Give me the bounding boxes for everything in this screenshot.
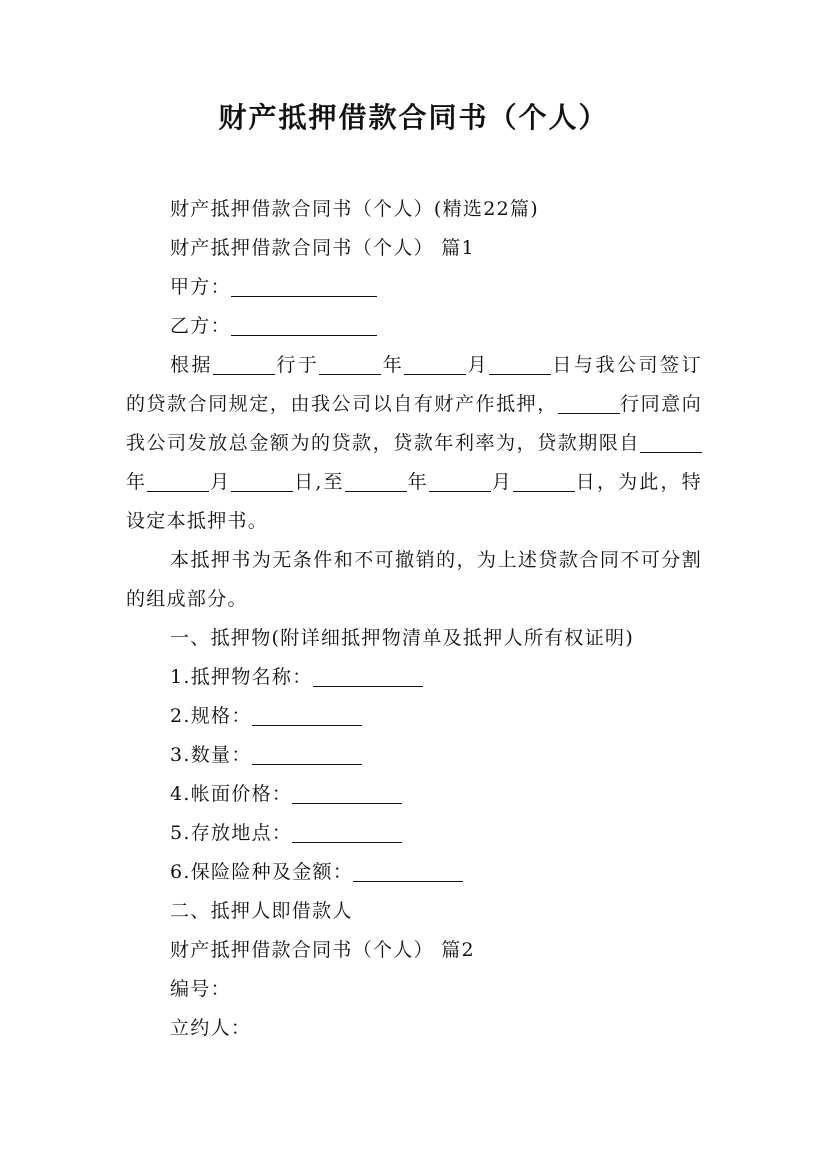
item-5-line bbox=[126, 814, 702, 853]
item-5-label: 5.存放地点： bbox=[170, 822, 293, 844]
signer-line: 立约人： bbox=[170, 1017, 252, 1039]
para1-text-3: 年 bbox=[381, 354, 405, 376]
party-b-label: 乙方： bbox=[170, 315, 231, 337]
start-year-blank bbox=[640, 430, 702, 453]
document-title: 财产抵押借款合同书（个人） bbox=[218, 101, 609, 134]
item-3-blank bbox=[252, 742, 362, 765]
chapter-2-heading: 财产抵押借款合同书（个人） 篇2 bbox=[170, 939, 475, 961]
paragraph-2: 本抵押书为无条件和不可撤销的，为上述贷款合同不可分割的组成部分。 bbox=[126, 549, 702, 610]
bank-name-blank bbox=[213, 352, 275, 375]
chapter-1-heading: 财产抵押借款合同书（个人） 篇1 bbox=[170, 237, 475, 259]
contract-day-blank bbox=[489, 352, 551, 375]
para1-text-8: 月 bbox=[209, 471, 232, 493]
end-year-blank bbox=[345, 469, 407, 492]
section-2-heading: 二、抵押人即借款人 bbox=[170, 900, 353, 922]
item-2-blank bbox=[252, 703, 362, 726]
item-6-label: 6.保险险种及金额： bbox=[170, 861, 354, 883]
item-2-line bbox=[126, 697, 702, 736]
item-2-label: 2.规格： bbox=[170, 705, 252, 727]
para1-text-10: 年 bbox=[406, 471, 429, 493]
para1-text-11: 月 bbox=[490, 471, 513, 493]
item-1-blank bbox=[313, 664, 423, 687]
selection-heading: 财产抵押借款合同书（个人）(精选22篇) bbox=[170, 198, 540, 220]
start-day-blank bbox=[231, 469, 293, 492]
para1-text-12: 日，为此，特设定本抵押书。 bbox=[126, 471, 702, 532]
item-6-line bbox=[126, 853, 702, 892]
item-3-label: 3.数量： bbox=[170, 744, 252, 766]
contract-month-blank bbox=[404, 352, 466, 375]
end-month-blank bbox=[429, 469, 491, 492]
item-4-blank bbox=[292, 781, 402, 804]
item-3-line bbox=[126, 736, 702, 775]
para1-text-1: 根据 bbox=[170, 354, 214, 376]
para1-text-6: 行同意向我公司发放总金额为的贷款，贷款年利率为，贷款期限自 bbox=[126, 393, 702, 454]
party-a-blank bbox=[231, 274, 377, 297]
section-1-heading: 一、抵押物(附详细抵押物清单及抵押人所有权证明) bbox=[170, 627, 635, 649]
start-month-blank bbox=[147, 469, 209, 492]
para1-text-4: 月 bbox=[466, 354, 490, 376]
paragraph-1 bbox=[126, 346, 702, 541]
item-4-line bbox=[126, 775, 702, 814]
item-1-line bbox=[126, 658, 702, 697]
number-line: 编号： bbox=[170, 978, 231, 1000]
party-b-line bbox=[126, 307, 702, 346]
document-body bbox=[126, 190, 702, 1048]
para1-text-2: 行于 bbox=[275, 354, 320, 376]
item-4-label: 4.帐面价格： bbox=[170, 783, 293, 805]
item-5-blank bbox=[292, 820, 402, 843]
item-1-label: 1.抵押物名称： bbox=[170, 666, 313, 688]
para1-text-7: 年 bbox=[126, 471, 148, 493]
para1-text-9: 日,至 bbox=[293, 471, 345, 493]
para1-text-5: 日与我公司签订的贷款合同规定，由我公司以自有财产作抵押， bbox=[126, 354, 702, 415]
party-b-blank bbox=[231, 313, 377, 336]
lender-bank-blank bbox=[558, 391, 620, 414]
party-a-label: 甲方： bbox=[170, 276, 231, 298]
contract-year-blank bbox=[319, 352, 381, 375]
item-6-blank bbox=[353, 859, 463, 882]
end-day-blank bbox=[513, 469, 575, 492]
party-a-line bbox=[126, 268, 702, 307]
